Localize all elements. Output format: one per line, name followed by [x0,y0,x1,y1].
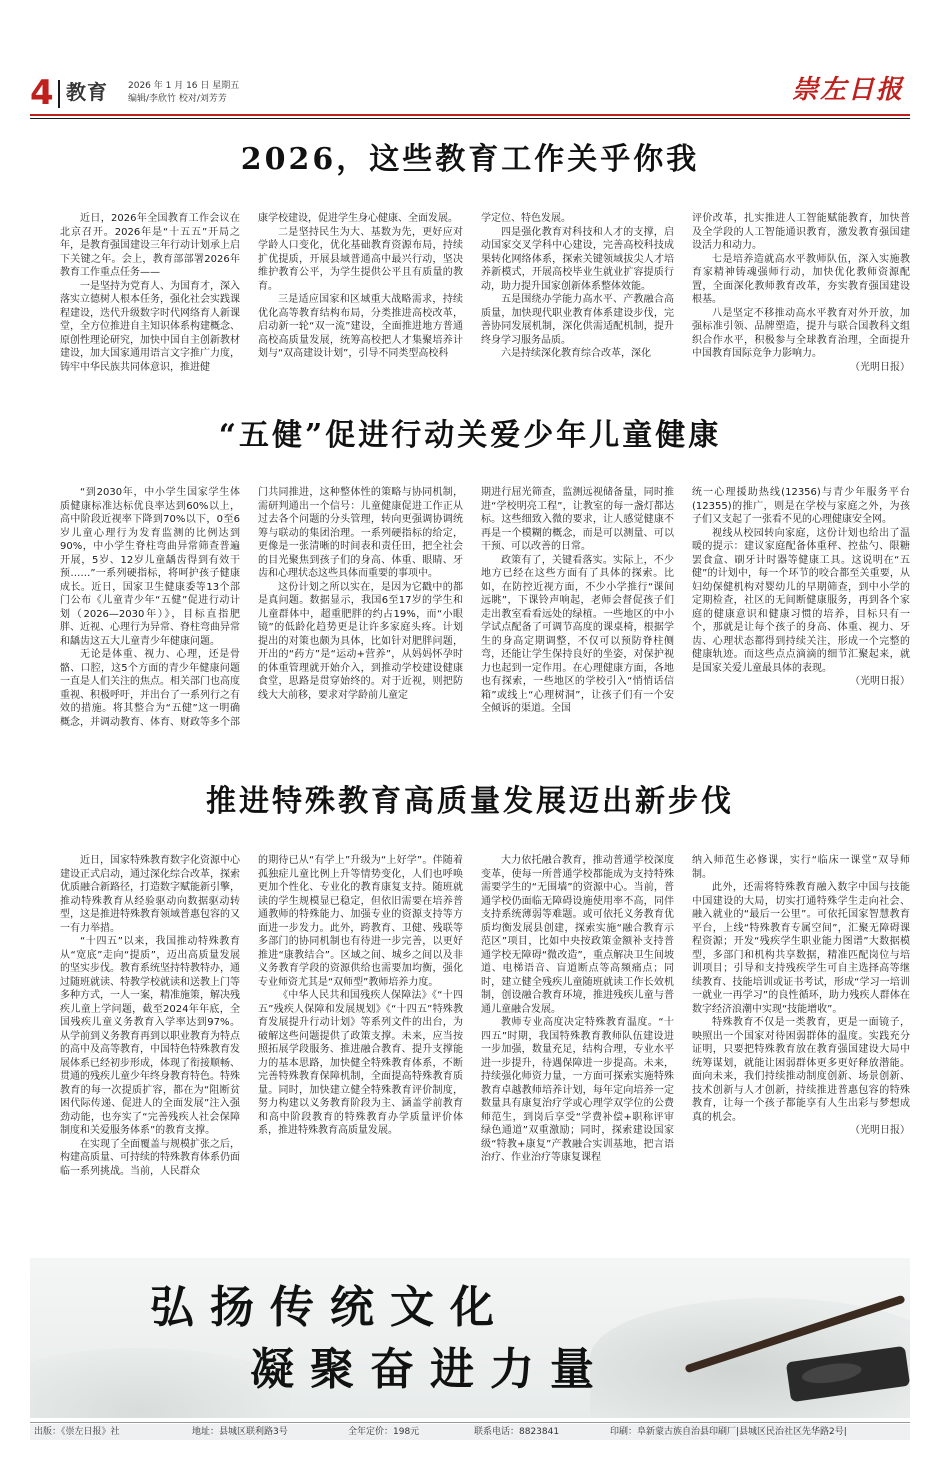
article-paragraph: 教师专业高度决定特殊教育温度。“十四五”时期，我国特殊教育教师队伍建设进一步加强，数量充足，结构合理，专业水平进一步提升，待遇保障进一步提高。未来，持续强化师资力量，一方面可探索实施特殊教育卓越教师培养计划，每年定向培养一定数量具有康复治疗学或心理学双学位的公费师范生，到岗后享受“学费补偿+职称评审绿色通道”双重激励；同时，探索建设国家级“特教+康复”产教融合实训基地，把言语治疗、作业治疗等康复课程 [481,1017,674,1163]
article-paragraph: “十四五”以来，我国推动特殊教育从“宽底”走向“提质”，迈出高质量发展的坚实步伐。教育系统坚持特教特办，通过随班就读、特教学校就读和送教上门等多种方式，一人一案，精准施策，解决残疾儿童上学问题，截至2024年年底，全国残疾儿童义务教育入学率达到97%。从学前到义务教育再到以职业教育为特点的高中及高等教育，中国特色特殊教育发展体系已经初步形成，体现了衔接顺畅、贯通的残疾儿童少年终身教育特色。特殊教育的每一次提质扩容，都在为“阻断贫困代际传递、促进人的全面发展”注入强劲动能，也夯实了“完善残疾人社会保障制度和关爱服务体系”的教育支撑。 [60,936,240,1136]
footer-rule [30,1422,910,1423]
article-source: （光明日报） [850,361,910,373]
article-paragraph: 八是坚定不移推动高水平教育对外开放，加强标准引领、品牌塑造，提升与联合国教科文组织合作水平，积极参与全球教育治理，全面提升中国教育国际竞争力影响力。 [692,307,910,359]
article-paragraph: 近日，国家特殊教育数字化资源中心建设正式启动，通过深化综合改革，探索优质融合新路径，打造数字赋能新引擎，推动特殊教育从经验驱动向数据驱动转型，这是推进特殊教育领域普惠包容的又一有力举措。 [60,855,240,934]
article-paragraph: 在实现了全面覆盖与规模扩张之后，构建高质量、可持续的特殊教育体系仍面临一系列挑战。当前，人民群众 [60,1138,240,1177]
article-headline: 推进特殊教育高质量发展迈出新步伐 [206,784,734,819]
article-column [258,854,463,1246]
article-paragraph: 无论是体重、视力、心理，还是骨骼、口腔，这5个方面的青少年健康问题一直是人们关注的焦点。相关部门也高度重视、积极呼吁，并出台了一系列行之有效的措施。将其整合为“五健”这一明确概念，并调动教育、体育、财政等多个部 [60,649,240,728]
article-paragraph: 政策有了，关键看落实。实际上，不少地方已经在这些方面有了具体的探索。比如，在防控近视方面，不少小学推行“课间远眺”，下课铃声响起，老师会督促孩子们走出教室看看远处的绿植。一些地区的中小学试点配备了可调节高度的课桌椅，根据学生的身高定期调整，不仅可以预防脊柱侧弯，还能让学生保持良好的坐姿，对保护视力也起到一定作用。在心理健康方面，各地也有探索，一些地区的学校引入“悄悄话信箱”或线上“心理树洞”，让孩子们有一个安全倾诉的渠道。全国 [481,554,674,714]
article-column [481,486,674,762]
article-paragraph: 大力依托融合教育，推动普通学校深度变革，使每一所普通学校都能成为支持特殊需要学生的“无围墙”的资源中心。当前，普通学校仍面临无障碍设施使用率不高，同伴支持系统薄弱等难题。或可依托义务教育优质均衡发展县创建，探索实施“融合教育示范区”项目，比如中央按政策金额补支持普通学校无障碍“微改造”，重点解决卫生间坡道、电梯语音、盲道断点等高频痛点；同时，建立健全残疾儿童随班就读工作长效机制，创设融合教育环境，推进残疾儿童与普通儿童融合发展。 [481,855,674,1015]
article-paragraph: 三是适应国家和区域重大战略需求，持续优化高等教育结构布局，分类推进高校改革，启动新一轮“双一流”建设，全面推进地方普通高校高质量发展，统筹高校把人才集聚培养计划与“双高建设计划”，引导不同类型高校科 [258,294,463,359]
article-paragraph: 门共同推进，这种整体性的策略与协同机制，需研判通出一个信号：儿童健康促进工作正从过去各个问题的分头管理，转向更强调协调统筹与联动的集团治理。一系列硬指标的给定，更像是一张清晰的时间表和责任田，把全社会的目光聚焦到孩子们的身高、体重、眼睛、牙齿和心理状态这些具体而重要的事项中。 [258,487,463,579]
article-paragraph: 一是坚持为党育人、为国育才，深入落实立德树人根本任务，强化社会实践课程建设，迭代升级数字时代网络育人新课堂，全方位推进自主知识体系构建概念、原创性理论研究，加快中国自主创新教材建设，加大国家通用语言文字推广力度，铸牢中华民族共同体意识，推进健 [60,280,240,373]
footer-address: 地址：县城区联利路3号 [192,1427,288,1437]
editor-line: 编辑/李欣竹 校对/刘芳芳 [128,94,227,104]
article-paragraph: 这份计划之所以实在，是因为它戳中的都是真问题。数据显示，我国6至17岁的学生和儿童群体中，超重肥胖的约占19%，而“小眼镜”的低龄化趋势更是让许多家庭头疼。计划提出的对策也颇为具体，比如针对肥胖问题，开出的“药方”是“运动+营养”，从妈妈怀孕时的体重管理就开始介入，到推动学校建设健康食堂，思路是贯穿始终的。对于近视，则把防线大大前移，要求对学龄前儿童定 [258,581,463,701]
article-paragraph: “到2030年，中小学生国家学生体质健康标准达标优良率达到60%以上，高中阶段近视率下降到70%以下，0至6岁儿童心理行为发育监测的比例达到90%，中小学生脊柱弯曲异常筛查普遍开展，5岁、12岁儿童龋齿得到有效干预……”一系列硬指标，将呵护孩子健康成长。近日，国家卫生健康委等13个部门公布《儿童青少年“五健”促进行动计划（2026—2030年）》，目标直指肥胖、近视、心理行为异常、脊柱弯曲异常和龋齿这五大儿童青少年健康问题。 [60,487,240,647]
article-paragraph: 七是培养造就高水平教师队伍，深入实施教育家精神铸魂强师行动，加快优化教师资源配置，全面深化教师教育改革，夯实教育强国建设根基。 [692,253,910,305]
article-column [692,212,910,398]
article-column [481,212,674,398]
banner-line-2: 凝聚奋进力量 [250,1344,610,1395]
culture-banner [30,1258,910,1418]
footer [30,1424,910,1440]
article-column [60,854,240,1246]
article-paragraph: 纳入师范生必修课，实行“临床一课堂”双导师制。 [692,855,910,880]
article-paragraph: 特殊教育不仅是一类教育，更是一面镜子，映照出一个国家对待困弱群体的温度。实践充分证明，只要把特殊教育放在教育强国建设大局中统筹谋划，就能让困弱群体更多更好释放潜能。面向未来，我们持续推动制度创新、场景创新、技术创新与人才创新，持续推进普惠包容的特殊教育，让每一个孩子都能享有人生出彩与梦想成真的机会。 [692,1017,910,1123]
article-paragraph: 康学校建设，促进学生身心健康、全面发展。 [258,213,458,224]
article-source: （光明日报） [850,676,910,687]
footer-phone: 联系电话：8823841 [474,1427,560,1437]
article-paragraph: 期进行屈光筛查，监测远视储备量，同时推进“学校明亮工程”，让教室的每一盏灯都达标。这些细致入微的要求，让人感觉健康不再是一个模糊的概念，而是可以测量、可以干预、可以改善的日常。 [481,487,674,552]
article-paragraph: 五是围绕办学能力高水平、产教融合高质量，加快现代职业教育体系建设步伐，完善协同发展机制，深化供需适配机制，提升终身学习服务品质。 [481,294,674,346]
masthead-rule [30,114,910,116]
footer-publisher: 出版：《崇左日报》社 [34,1427,120,1437]
masthead-rule-thin [30,118,910,119]
article-headline: 2026，这些教育工作关乎你我 [240,142,700,177]
article-column [258,486,463,762]
article-column [258,212,463,398]
paper-logo: 崇左日报 [791,75,904,105]
masthead-meta [128,80,239,106]
article-column [692,854,910,1246]
article-paragraph: 统一心理援助热线(12356)与青少年服务平台(12355)的推广，则是在学校与家庭之外，为孩子们又支起了一张看不见的心理健康安全网。 [692,487,910,525]
article-headline: “五健”促进行动关爱少年儿童健康 [218,418,722,453]
article-paragraph: 此外，还需将特殊教育融入数字中国与技能中国建设的大局，切实打通特殊学生走向社会、融入就业的“最后一公里”。可依托国家智慧教育平台，上线“特殊教育专属空间”，汇聚无障碍课程资源；开发“残疾学生职业能力图谱”大数据模型，多部门和机构共享数据，精准匹配岗位与培训项目；引导和支持残疾学生可自主选择高等继续教育、技能培训或证书考试，形成“学习一培训一就业一再学习”的良性循环，助力残疾人群体在数字经济浪潮中实现“技能增收”。 [692,882,910,1015]
section-name: 教育 [66,80,108,104]
page-number: 4 [30,73,54,113]
article-paragraph: 的期待已从“有学上”升级为“上好学”。伴随着孤独症儿童比例上升等情势变化，人们也呼唤更加个性化、专业化的教育康复支持。随班就读的学生规模显已稳定，但依旧需要在培养普通教师的特殊能力、加强专业的资源支持等方面进一步发力。此外，跨教育、卫健、残联等多部门的协同机制也有待进一步完善，以更好推进“康教结合”。区域之间、城乡之间以及非义务教育学段的资源供给也需要加均衡，强化专业师资尤其是“双师型”教师培养力度。 [258,855,463,988]
masthead [30,74,910,114]
masthead-divider [58,80,60,108]
date-line: 2026 年 1 月 16 日 星期五 [128,81,240,91]
footer-price: 全年定价：198元 [348,1427,420,1437]
article-paragraph: 近日，2026年全国教育工作会议在北京召开。2026年是“十五五”开局之年，是教育强国建设三年行动计划承上启下关键之年。会上，教育部部署2026年教育工作重点任务—— [60,213,240,278]
article-column [60,212,240,398]
article-paragraph: 四是强化教育对科技和人才的支撑，启动国家交叉学科中心建设，完善高校科技成果转化网络体系，探索关键领域拔尖人才培养新模式，开展高校毕业生就业扩容提质行动，助力提升国家创新体系整体效能。 [481,226,674,292]
footer-printer: 印刷：阜新蒙古族自治县印刷厂|县城区民治社区先华路2号| [610,1427,847,1437]
article-column [60,486,240,762]
article-paragraph: 《中华人民共和国残疾人保障法》《“十四五”残疾人保障和发展规划》《“十四五”特殊教育发展提升行动计划》等系列文件的出台，为破解这些问题提供了政策支撑。未来，应当按照拓展学段服务、推进融合教育、提升支撑能力的基本思路，加快健全特殊教育体系，不断完善特殊教育保障机制，全面提高特殊教育质量。同时，加快建立健全特殊教育评价制度，努力构建以义务教育阶段为主、涵盖学前教育和高中阶段教育的特殊教育办学质量评价体系，推进特殊教育高质量发展。 [258,990,463,1136]
article-paragraph: 学定位、特色发展。 [481,213,571,224]
article-column [481,854,674,1246]
article-paragraph: 评价改革，扎实推进人工智能赋能教育，加快普及全学段的人工智能通识教育，激发教育强国建设活力和动力。 [692,213,910,251]
article-paragraph: 六是持续深化教育综合改革，深化 [501,348,651,359]
banner-line-1: 弘扬传统文化 [150,1282,510,1333]
article-source: （光明日报） [850,1125,910,1136]
article-paragraph: 视线从校园转向家庭，这份计划也给出了温暖的提示：建议家庭配备体重秤、控盐勺、限糖罢食盒、刷牙计时器等健康工具。这说明在“五健”的计划中，每一个环节的咬合都至关重要，从妇幼保健机构对婴幼儿的早期筛查，到中小学的定期检查，社区的无间断健康服务，再到各个家庭的健康意识和健康习惯的培养，目标只有一个，那就是让每个孩子的身高、体重、视力、牙齿、心理状态都得到持续关注，形成一个完整的健康轨迹。而这些点点滴滴的细节汇聚起来，就是国家关爱儿童最具体的表现。 [692,527,910,674]
article-paragraph: 二是坚持民生为大、基数为先，更好应对学龄人口变化，优化基础教育资源布局，持续扩优提质，开展县域普通高中最兴行动，坚决维护教育公平，为学生提供公平且有质量的教育。 [258,226,463,292]
article-column [692,486,910,762]
